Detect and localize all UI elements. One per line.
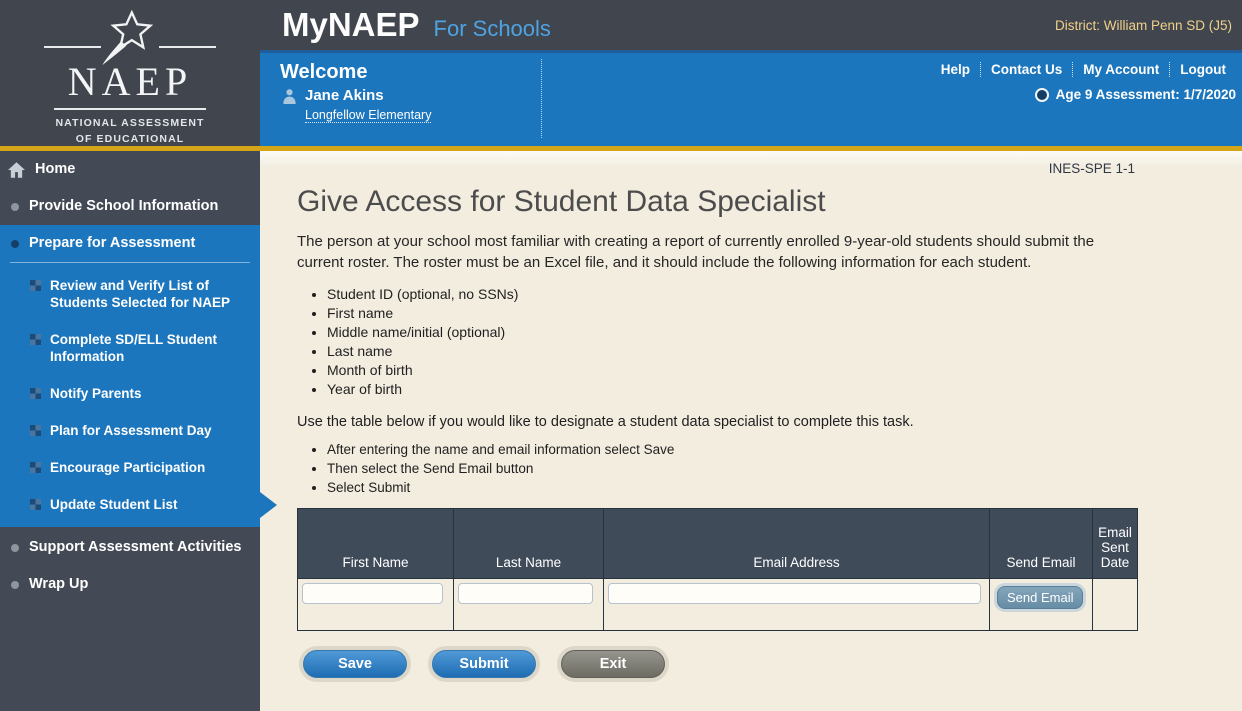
first-name-header: First Name <box>298 509 454 579</box>
last-name-input[interactable] <box>458 583 593 604</box>
logout-link[interactable]: Logout <box>1169 62 1236 77</box>
logo-underline <box>54 108 206 110</box>
email-address-header: Email Address <box>604 509 990 579</box>
sidebar-item-encourage-participation[interactable] <box>0 449 260 486</box>
main-content <box>260 151 1242 711</box>
list-item: • Student ID (optional, no SSNs) <box>327 286 1242 302</box>
checker-icon <box>30 388 41 399</box>
page-title: Give Access for Student Data Specialist <box>297 185 826 218</box>
sidebar-item-complete-sd-ell-information[interactable] <box>0 321 260 375</box>
sidebar-item-update-student-list[interactable] <box>0 486 260 523</box>
bullet-icon <box>11 544 19 552</box>
district-label: District: William Penn SD (J5) <box>1054 17 1232 33</box>
checker-icon <box>30 462 41 473</box>
steps-list <box>297 442 1242 495</box>
welcome-title: Welcome <box>280 61 368 83</box>
sidebar-item-label: Complete SD/ELL Student Information <box>50 332 218 364</box>
list-item: • Last name <box>327 343 1242 359</box>
naep-logo <box>0 0 260 163</box>
sidebar-item-plan-for-assessment-day[interactable] <box>0 412 260 449</box>
assessment-target-icon <box>1035 88 1049 102</box>
table-header-row <box>298 509 1138 579</box>
sidebar-item-label: Encourage Participation <box>50 460 206 475</box>
naep-acronym: NAEP <box>67 59 193 104</box>
roster-fields-list <box>297 286 1242 397</box>
logo-rule-left <box>44 46 101 48</box>
sidebar-item-support-assessment-activities[interactable] <box>0 529 260 566</box>
page-code: INES-SPE 1-1 <box>1048 161 1135 176</box>
save-button[interactable]: Save <box>303 650 407 678</box>
help-link[interactable]: Help <box>940 62 970 77</box>
logo-text-line2: OF EDUCATIONAL <box>75 132 185 145</box>
sidebar-item-wrap-up[interactable] <box>0 566 260 603</box>
sidebar-item-provide-school-information[interactable] <box>0 188 260 225</box>
sidebar-item-label: Plan for Assessment Day <box>50 423 212 438</box>
section-divider <box>10 262 250 263</box>
send-email-header: Send Email <box>990 509 1093 579</box>
checker-icon <box>30 280 41 291</box>
contact-us-link[interactable]: Contact Us <box>980 62 1072 77</box>
sidebar-item-notify-parents[interactable] <box>0 375 260 412</box>
list-item: • Year of birth <box>327 381 1242 397</box>
top-bar <box>260 0 1242 53</box>
sidebar-item-review-and-verify-list[interactable] <box>0 267 260 321</box>
list-item: • After entering the name and email information select Save <box>327 442 1242 457</box>
app-brand: MyNAEP <box>282 6 420 43</box>
list-item: • Select Submit <box>327 480 1242 495</box>
welcome-divider <box>541 59 542 138</box>
star-icon <box>101 8 159 66</box>
sidebar-item-home[interactable] <box>0 151 260 188</box>
specialist-table <box>297 508 1138 631</box>
sidebar-item-label: Prepare for Assessment <box>29 235 196 251</box>
sidebar-item-label: Notify Parents <box>50 386 142 401</box>
sidebar-item-label: Review and Verify List of Students Selected for NAEP <box>50 278 231 310</box>
send-email-button[interactable]: Send Email <box>997 586 1083 609</box>
checker-icon <box>30 499 41 510</box>
user-name: Jane Akins <box>305 87 384 104</box>
list-item: • Month of birth <box>327 362 1242 378</box>
naep-logo-panel <box>0 0 260 146</box>
sidebar-item-label: Update Student List <box>50 497 178 512</box>
intro-paragraph: The person at your school most familiar with creating a report of currently enrolled 9-year-old students should submit the current roster. The roster must be an Excel file, and it should include the following information for each student. <box>297 233 1095 271</box>
email-sent-date-cell <box>1093 579 1138 631</box>
submit-button[interactable]: Submit <box>432 650 536 678</box>
email-sent-date-header: Email Sent Date <box>1093 509 1138 579</box>
logo-text-line1: NATIONAL ASSESSMENT <box>55 117 205 129</box>
school-link[interactable]: Longfellow Elementary <box>305 108 432 122</box>
sidebar <box>0 151 260 711</box>
sidebar-item-label: Support Assessment Activities <box>29 539 242 555</box>
first-name-input[interactable] <box>302 583 443 604</box>
sidebar-item-label: Provide School Information <box>29 198 219 214</box>
checker-icon <box>30 334 41 345</box>
gold-divider <box>0 146 1242 151</box>
list-item: • First name <box>327 305 1242 321</box>
sidebar-item-prepare-for-assessment[interactable] <box>0 225 260 262</box>
active-item-arrow-icon <box>260 492 277 518</box>
action-buttons <box>303 650 1242 678</box>
last-name-header: Last Name <box>454 509 604 579</box>
checker-icon <box>30 425 41 436</box>
email-address-input[interactable] <box>608 583 981 604</box>
list-item: • Middle name/initial (optional) <box>327 324 1242 340</box>
prepare-for-assessment-section <box>0 225 260 527</box>
table-hint: Use the table below if you would like to designate a student data specialist to complete this task. <box>297 414 914 431</box>
bullet-icon <box>11 203 19 211</box>
user-icon <box>282 88 297 104</box>
my-account-link[interactable]: My Account <box>1072 62 1169 77</box>
logo-rule-right <box>159 46 216 48</box>
assessment-label: Age 9 Assessment: 1/7/2020 <box>1055 87 1236 102</box>
sidebar-item-label: Home <box>35 161 76 177</box>
welcome-bar <box>260 53 1242 146</box>
bullet-icon <box>11 581 19 589</box>
home-icon <box>8 162 25 178</box>
table-row <box>298 579 1138 631</box>
app-brand-suffix: For Schools <box>433 16 551 41</box>
list-item: • Then select the Send Email button <box>327 461 1242 476</box>
sidebar-item-label: Wrap Up <box>29 576 89 592</box>
bullet-icon <box>11 240 19 248</box>
exit-button[interactable]: Exit <box>561 650 665 678</box>
